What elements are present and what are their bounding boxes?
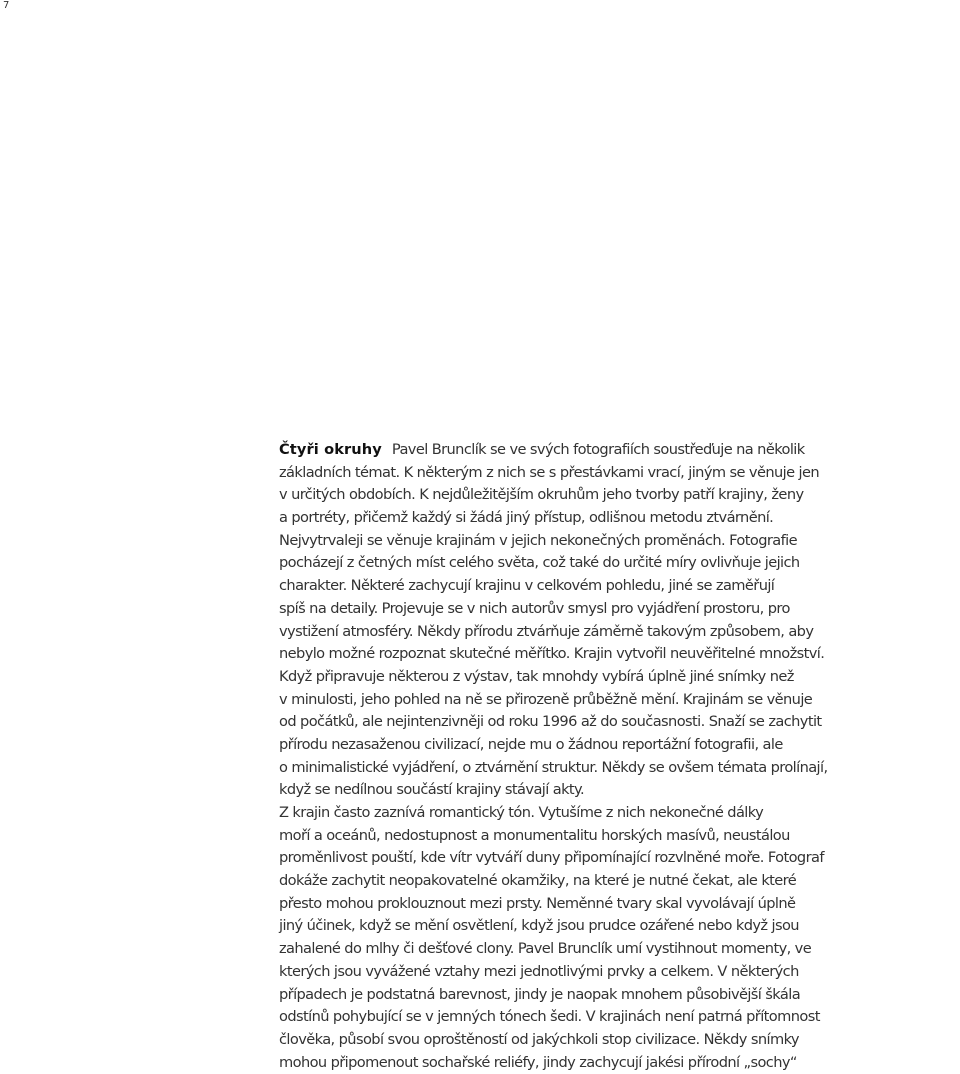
text-line: pocházejí z četných míst celého světa, což také do určité míry ovlivňuje jejich	[279, 554, 800, 572]
body-text	[279, 439, 960, 1074]
text-line: Z krajin často zaznívá romantický tón. Vytušíme z nich nekonečné dálky	[279, 804, 764, 821]
text-line: nebylo možné rozpoznat skutečné měřítko. Krajin vytvořil neuvěřitelné množství.	[279, 645, 825, 663]
text-line: spíš na detaily. Projevuje se v nich autorův smysl pro vyjádření prostoru, pro	[279, 599, 790, 617]
text-line: kterých jsou vyvážené vztahy mezi jednotlivými prvky a celkem. V některých	[279, 962, 799, 980]
page-number: 7	[3, 0, 10, 11]
text-line: základních témat. K některým z nich se s přestávkami vrací, jiným se věnuje jen	[279, 463, 819, 481]
text-line-first	[279, 439, 960, 462]
text-line: o minimalistické vyjádření, o ztvárnění struktur. Někdy se ovšem témata prolínají,	[279, 758, 828, 776]
text-line: když se nedílnou součástí krajiny stávají akty.	[279, 781, 585, 799]
text-line: v minulosti, jeho pohled na ně se přirozeně průběžně mění. Krajinám se věnuje	[279, 690, 813, 708]
text-line: přírodu nezasaženou civilizací, nejde mu o žádnou reportážní fotografii, ale	[279, 735, 783, 753]
text-line: moří a oceánů, nedostupnost a monumentalitu horských masívů, neustálou	[279, 826, 790, 844]
section-heading: Čtyři okruhy	[279, 441, 382, 458]
text-line: dokáže zachytit neopakovatelné okamžiky, na které je nutné čekat, ale které	[279, 872, 797, 890]
text-line: případech je podstatná barevnost, jindy je naopak mnohem působivější škála	[279, 985, 801, 1003]
text-line: odstínů pohybující se v jemných tónech šedi. V krajinách není patrná přítomnost	[279, 1008, 820, 1026]
text-line: v určitých obdobích. K nejdůležitějším okruhům jeho tvorby patří krajiny, ženy	[279, 486, 804, 504]
text-line: Nejvytrvaleji se věnuje krajinám v jejich nekonečných proměnách. Fotografie	[279, 531, 797, 549]
text-line: a portréty, přičemž každý si žádá jiný přístup, odlišnou metodu ztvárnění.	[279, 509, 774, 527]
text-line: proměnlivost pouští, kde vítr vytváří duny připomínající rozvlněné moře. Fotograf	[279, 849, 824, 867]
text-line: Když připravuje některou z výstav, tak mnohdy vybírá úplně jiné snímky než	[279, 667, 794, 685]
text-line: vystižení atmosféry. Někdy přírodu ztvárňuje záměrně takovým způsobem, aby	[279, 622, 814, 640]
text-line: charakter. Některé zachycují krajinu v celkovém pohledu, jiné se zaměřují	[279, 577, 775, 595]
text-line: zahalené do mlhy či dešťové clony. Pavel Brunclík umí vystihnout momenty, ve	[279, 940, 812, 958]
text-line-first-content: Pavel Brunclík se ve svých fotografiích soustřeďuje na několik	[391, 441, 805, 458]
text-line: přesto mohou proklouznout mezi prsty. Neměnné tvary skal vyvolávají úplně	[279, 894, 796, 912]
text-line: člověka, působí svou oproštěností od jakýchkoli stop civilizace. Někdy snímky	[279, 1030, 799, 1048]
text-line: mohou připomenout sochařské reliéfy, jindy zachycují jakési přírodní „sochy“	[279, 1053, 797, 1071]
text-line: jiný účinek, když se mění osvětlení, když jsou prudce ozářené nebo když jsou	[279, 917, 799, 935]
text-line: od počátků, ale nejintenzivněji od roku 1996 až do současnosti. Snaží se zachytit	[279, 713, 822, 731]
